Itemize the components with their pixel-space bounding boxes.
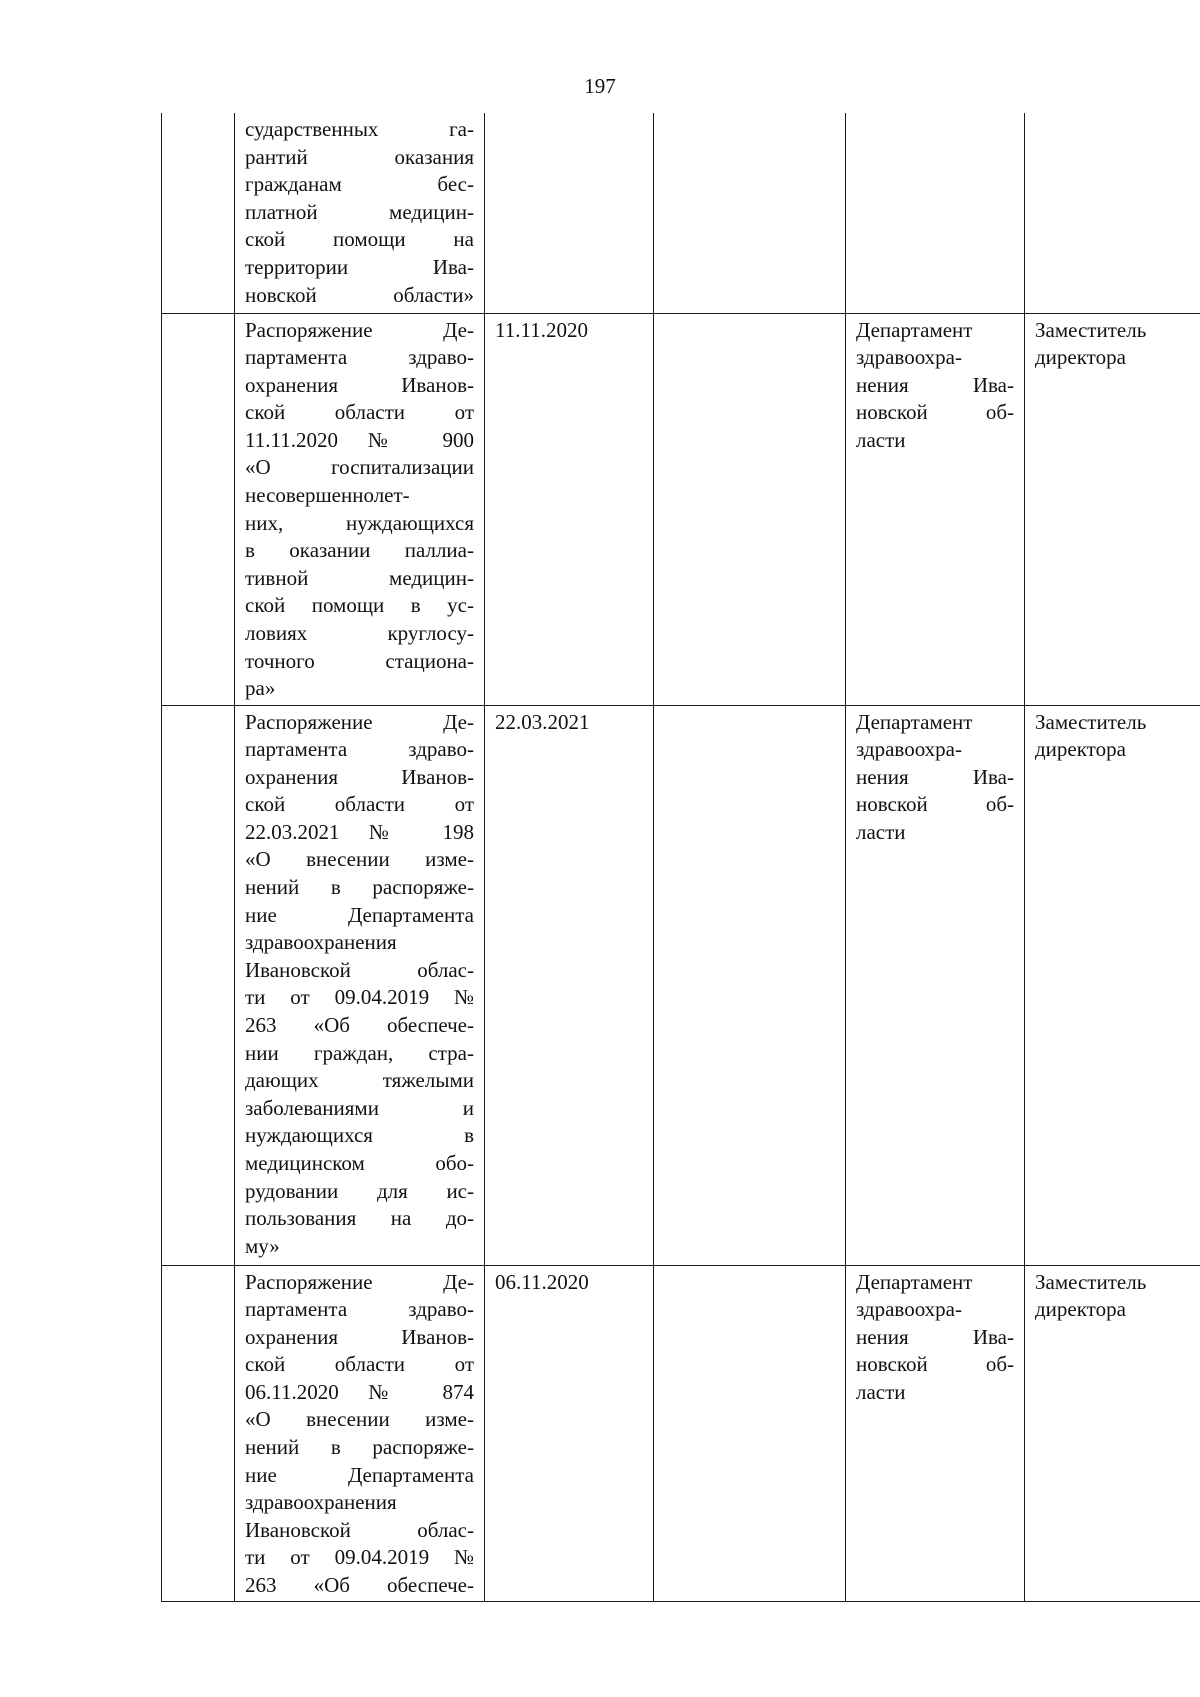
cell-date: 22.03.2021 [485,705,654,1265]
cell-number [162,705,235,1265]
cell-position [1025,113,1200,313]
cell-date [485,113,654,313]
cell-registration [654,1265,846,1601]
cell-number [162,1265,235,1601]
table-row [162,113,1200,313]
cell-organization [846,113,1025,313]
cell-organization: Департамент здравоохра- нения Ива- новской об- ласти [846,1265,1025,1601]
cell-document: Распоряжение Де- партамента здраво- охранения Иванов- ской области от 11.11.2020 № 900 «О госпитализации несовершеннолет- них, нуждающихся в оказании паллиа- тивной медицин- ской помощи в ус- ловиях круглосу- точного стациона- ра» [235,313,485,705]
table-row [162,705,1200,1265]
cell-number [162,113,235,313]
page-number: 197 [584,74,616,98]
cell-registration [654,705,846,1265]
cell-document: Распоряжение Де- партамента здраво- охранения Иванов- ской области от 06.11.2020 № 874 «О внесении изме- нений в распоряже- ние Департамента здравоохранения Ивановской облас- ти от 09.04.2019 № 263 «Об обеспече- [235,1265,485,1601]
cell-organization: Департамент здравоохра- нения Ива- новской об- ласти [846,705,1025,1265]
cell-number [162,313,235,705]
table-row [162,1265,1200,1601]
cell-date: 11.11.2020 [485,313,654,705]
cell-document: сударственных га- рантий оказания гражданам бес- платной медицин- ской помощи на территории Ива- новской области» [235,113,485,313]
cell-organization: Департамент здравоохра- нения Ива- новской об- ласти [846,313,1025,705]
cell-position: Заместитель директора [1025,1265,1200,1601]
cell-registration [654,313,846,705]
cell-position: Заместитель директора [1025,705,1200,1265]
documents-table [161,113,1200,1602]
cell-registration [654,113,846,313]
table-row [162,313,1200,705]
cell-document: Распоряжение Де- партамента здраво- охранения Иванов- ской области от 22.03.2021 № 198 «О внесении изме- нений в распоряже- ние Департамента здравоохранения Ивановской облас- ти от 09.04.2019 № 263 «Об обеспече- нии граждан, стра- дающих тяжелыми заболеваниями и нуждающихся в медицинском обо- рудовании для ис- пользования на до- му» [235,705,485,1265]
cell-position: Заместитель директора [1025,313,1200,705]
cell-date: 06.11.2020 [485,1265,654,1601]
